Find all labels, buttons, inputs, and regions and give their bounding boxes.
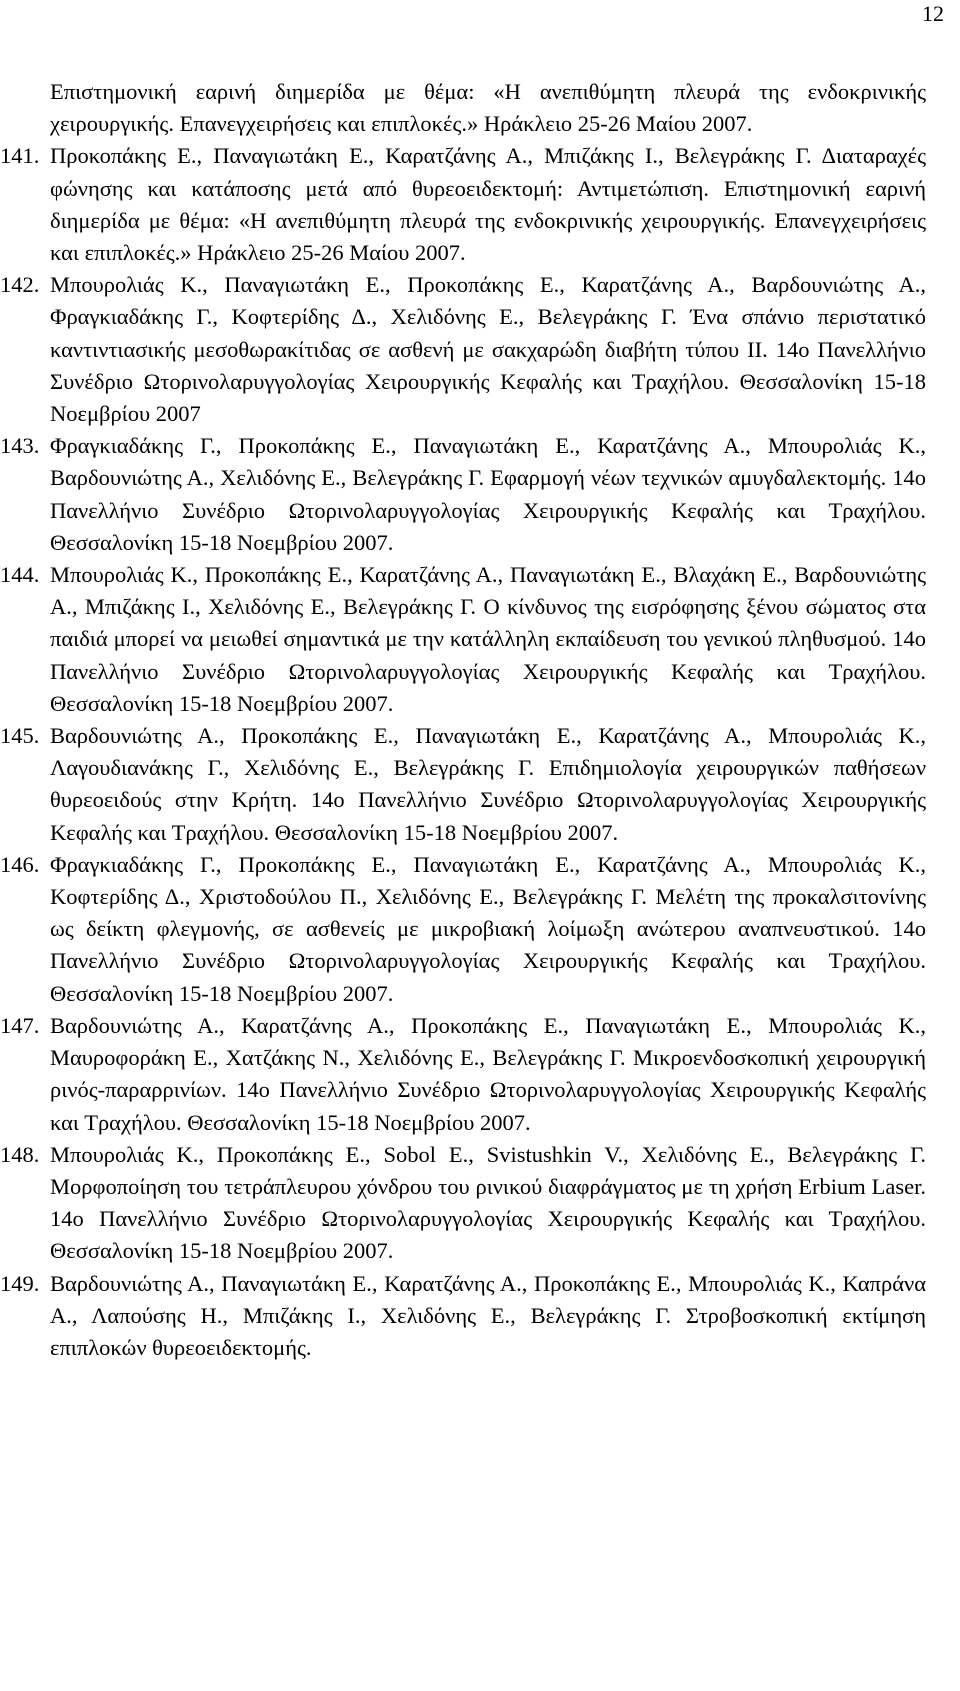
reference-text: Μπουρολιάς Κ., Προκοπάκης Ε., Sobol E., Svistushkin V., Χελιδόνης Ε., Βελεγράκης Γ. Μορφοποίηση του τετράπλευρου χόνδρου του ρινικού διαφράγματος με τη χρήση Erbium Laser. 14ο Πανελλήνιο Συνέδριο Ωτορινολαρυγγολογίας Χειρουργικής Κεφαλής και Τραχήλου. Θεσσαλονίκη 15-18 Νοεμβρίου 2007.: [50, 1141, 926, 1264]
intro-paragraph: Επιστημονική εαρινή διημερίδα με θέμα: «Η ανεπιθύμητη πλευρά της ενδοκρινικής χειρουργικής. Επανεγχειρήσεις και επιπλοκές.» Ηράκλειο 25-26 Μαίου 2007.: [50, 79, 926, 137]
reference-number: 147.: [0, 1012, 40, 1038]
reference-number: 142.: [0, 272, 40, 298]
reference-text: Βαρδουνιώτης Α., Προκοπάκης Ε., Παναγιωτάκη Ε., Καρατζάνης Α., Μπουρολιάς Κ., Λαγουδιανάκης Γ., Χελιδόνης Ε., Βελεγράκης Γ. Επιδημιολογία χειρουργικών παθήσεων θυρεοειδούς στην Κρήτη. 14ο Πανελλήνιο Συνέδριο Ωτορινολαρυγγολογίας Χειρουργικής Κεφαλής και Τραχήλου. Θεσσαλονίκη 15-18 Νοεμβρίου 2007.: [50, 723, 926, 845]
reference-entry: [0, 559, 926, 720]
reference-text: Φραγκιαδάκης Γ., Προκοπάκης Ε., Παναγιωτάκη Ε., Καρατζάνης Α., Μπουρολιάς Κ., Κοφτερίδης Δ., Χριστοδούλου Π., Χελιδόνης Ε., Βελεγράκης Γ. Μελέτη της προκαλσιτονίνης ως δείκτη φλεγμονής, σε ασθενείς με μικροβιακή λοίμωξη ανώτερου αναπνευστικού. 14ο Πανελλήνιο Συνέδριο Ωτορινολαρυγγολογίας Χειρουργικής Κεφαλής και Τραχήλου. Θεσσαλονίκη 15-18 Νοεμβρίου 2007.: [50, 851, 926, 1006]
reference-text: Βαρδουνιώτης Α., Καρατζάνης Α., Προκοπάκης Ε., Παναγιωτάκη Ε., Μπουρολιάς Κ., Μαυροφοράκη Ε., Χατζάκης Ν., Χελιδόνης Ε., Βελεγράκης Γ. Μικροενδοσκοπική χειρουργική ρινός-παραρρινίων. 14ο Πανελλήνιο Συνέδριο Ωτορινολαρυγγολογίας Χειρουργικής Κεφαλής και Τραχήλου. Θεσσαλονίκη 15-18 Νοεμβρίου 2007.: [50, 1012, 926, 1135]
reference-number: 148.: [0, 1141, 40, 1167]
reference-number: 146.: [0, 851, 40, 877]
reference-entry: [0, 720, 926, 849]
document-body: [0, 76, 926, 1364]
reference-entry: [0, 269, 926, 430]
reference-entry: [0, 1010, 926, 1139]
reference-entry: [0, 1139, 926, 1268]
reference-number: 143.: [0, 433, 40, 459]
reference-text: Μπουρολιάς Κ., Προκοπάκης Ε., Καρατζάνης Α., Παναγιωτάκη Ε., Βλαχάκη Ε., Βαρδουνιώτης Α., Μπιζάκης Ι., Χελιδόνης Ε., Βελεγράκης Γ. Ο κίνδυνος της εισρόφησης ξένου σώματος στα παιδιά μπορεί να μειωθεί σημαντικά με την κατάλληλη εκπαίδευση του γενικού πληθυσμού. 14ο Πανελλήνιο Συνέδριο Ωτορινολαρυγγολογίας Χειρουργικής Κεφαλής και Τραχήλου. Θεσσαλονίκη 15-18 Νοεμβρίου 2007.: [50, 562, 926, 716]
reference-number: 149.: [0, 1270, 40, 1296]
page-number: 12: [922, 1, 944, 26]
reference-text: Φραγκιαδάκης Γ., Προκοπάκης Ε., Παναγιωτάκη Ε., Καρατζάνης Α., Μπουρολιάς Κ., Βαρδουνιώτης Α., Χελιδόνης Ε., Βελεγράκης Γ. Εφαρμογή νέων τεχνικών αμυγδαλεκτομής. 14ο Πανελλήνιο Συνέδριο Ωτορινολαρυγγολογίας Χειρουργικής Κεφαλής και Τραχήλου. Θεσσαλονίκη 15-18 Νοεμβρίου 2007.: [50, 433, 926, 555]
reference-text: Προκοπάκης Ε., Παναγιωτάκη Ε., Καρατζάνης Α., Μπιζάκης Ι., Βελεγράκης Γ. Διαταραχές φώνησης και κατάποσης μετά από θυρεοειδεκτομή: Αντιμετώπιση. Επιστημονική εαρινή διημερίδα με θέμα: «Η ανεπιθύμητη πλευρά της ενδοκρινικής χειρουργικής. Επανεγχειρήσεις και επιπλοκές.» Ηράκλειο 25-26 Μαίου 2007.: [50, 143, 926, 266]
reference-number: 141.: [0, 143, 40, 169]
reference-entry: [0, 1268, 926, 1365]
reference-entry: [0, 140, 926, 269]
reference-number: 144.: [0, 562, 40, 588]
reference-entry: [0, 849, 926, 1010]
reference-text: Μπουρολιάς Κ., Παναγιωτάκη Ε., Προκοπάκης Ε., Καρατζάνης Α., Βαρδουνιώτης Α., Φραγκιαδάκης Γ., Κοφτερίδης Δ., Χελιδόνης Ε., Βελεγράκης Γ. Ένα σπάνιο περιστατικό καντιντιασικής μεσοθωρακίτιδας σε ασθενή με σακχαρώδη διαβήτη τύπου ΙΙ. 14ο Πανελλήνιο Συνέδριο Ωτορινολαρυγγολογίας Χειρουργικής Κεφαλής και Τραχήλου. Θεσσαλονίκη 15-18 Νοεμβρίου 2007: [50, 272, 926, 427]
reference-text: Βαρδουνιώτης Α., Παναγιωτάκη Ε., Καρατζάνης Α., Προκοπάκης Ε., Μπουρολιάς Κ., Καπράνα Α., Λαπούσης Η., Μπιζάκης Ι., Χελιδόνης Ε., Βελεγράκης Γ. Στροβοσκοπική εκτίμηση επιπλοκών θυρεοειδεκτομής.: [50, 1270, 926, 1360]
reference-entry: [0, 430, 926, 559]
reference-number: 145.: [0, 723, 40, 749]
